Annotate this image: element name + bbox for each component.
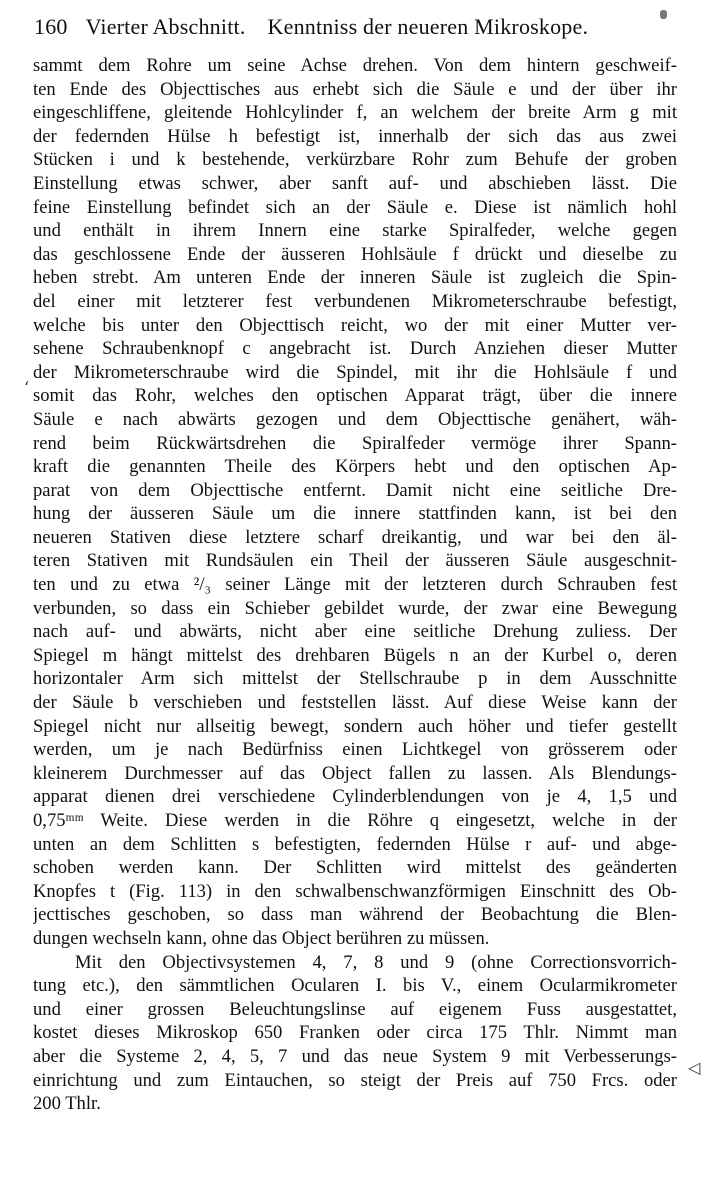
text-line: Knopfes t (Fig. 113) in den schwalbenschwanzförmigen Einschnitt des Ob- bbox=[33, 880, 677, 902]
running-title: Kenntniss der neueren Mikroskope. bbox=[267, 14, 589, 39]
text-line: parat von dem Objecttische entfernt. Damit nicht eine seitliche Dre- bbox=[33, 479, 677, 501]
text-line: das geschlossene Ende der äusseren Hohlsäule f drückt und dieselbe zu bbox=[33, 243, 677, 265]
text-line: del einer mit letzterer fest verbundenen Mikrometerschraube befestigt, bbox=[33, 290, 677, 312]
paragraph-1 bbox=[33, 54, 677, 951]
page-header bbox=[34, 14, 674, 40]
margin-mark-right: ◁ bbox=[688, 1058, 701, 1077]
text-line: ten und zu etwa ²/₃ seiner Länge mit der letzteren durch Schrauben fest bbox=[33, 574, 677, 596]
text-line: Spiegel nicht nur allseitig bewegt, sondern auch höher und tiefer gestellt bbox=[33, 715, 677, 737]
text-line: somit das Rohr, welches den optischen Apparat trägt, über die innere bbox=[33, 385, 677, 407]
text-line: Einstellung etwas schwer, aber sanft auf- und abschieben lässt. Die bbox=[33, 172, 677, 194]
paragraph-2 bbox=[33, 951, 677, 1116]
text-line: verbunden, so dass ein Schieber gebildet wurde, der zwar eine Bewegung bbox=[33, 597, 677, 619]
text-line: Säule e nach abwärts gezogen und dem Objecttische genähert, wäh- bbox=[33, 408, 677, 430]
text-line: aber die Systeme 2, 4, 5, 7 und das neue System 9 mit Verbesserungs- bbox=[33, 1045, 677, 1067]
text-line: der federnden Hülse h befestigt ist, innerhalb der sich das aus zwei bbox=[33, 125, 677, 147]
text-line: neueren Stativen diese letztere scharf dreikantig, und war bei den äl- bbox=[33, 526, 677, 548]
text-line: 200 Thlr. bbox=[33, 1093, 101, 1115]
text-line: Spiegel m hängt mittelst des drehbaren Bügels n an der Kurbel o, deren bbox=[33, 644, 677, 666]
text-line: apparat dienen drei verschiedene Cylinderblendungen von je 4, 1,5 und bbox=[33, 786, 677, 808]
text-line: jecttisches geschoben, so dass man während der Beobachtung die Blen- bbox=[33, 904, 677, 926]
text-line: feine Einstellung befindet sich an der Säule e. Diese ist nämlich hohl bbox=[33, 196, 677, 218]
text-line: werden, um je nach Bedürfniss einen Lichtkegel von grösserem oder bbox=[33, 739, 677, 761]
text-line: sammt dem Rohre um seine Achse drehen. Von dem hintern geschweif- bbox=[33, 55, 677, 76]
text-line: der Säule b verschieben und feststellen lässt. Auf diese Weise kann der bbox=[33, 692, 677, 714]
text-line: kraft die genannten Theile des Körpers hebt und den optischen Ap- bbox=[33, 456, 677, 478]
text-line: teren Stativen mit Rundsäulen ein Theil der äusseren Säule ausgeschnit- bbox=[33, 550, 677, 572]
text-line: 0,75ᵐᵐ Weite. Diese werden in die Röhre q eingesetzt, welche in der bbox=[33, 810, 677, 831]
section-label: Vierter Abschnitt. bbox=[85, 14, 246, 39]
text-line: dungen wechseln kann, ohne das Object berühren zu müssen. bbox=[33, 927, 490, 949]
text-line: tung etc.), den sämmtlichen Ocularen I. bis V., einem Ocularmikrometer bbox=[33, 975, 677, 997]
text-line: und enthält in ihrem Innern eine starke Spiralfeder, welche gegen bbox=[33, 220, 677, 242]
text-line: und einer grossen Beleuchtungslinse auf eigenem Fuss ausgestattet, bbox=[33, 998, 677, 1020]
text-line: ten Ende des Objecttisches aus erhebt sich die Säule e und der über ihr bbox=[33, 78, 677, 100]
text-line: nach auf- und abwärts, nicht aber eine seitliche Drehung zuliess. Der bbox=[33, 621, 677, 643]
text-line: einrichtung und zum Eintauchen, so steigt der Preis auf 750 Frcs. oder bbox=[33, 1069, 677, 1091]
text-line: horizontaler Arm sich mittelst der Stellschraube p in dem Ausschnitte bbox=[33, 668, 677, 690]
text-line: Stücken i und k bestehende, verkürzbare Rohr zum Behufe der groben bbox=[33, 149, 677, 171]
page-number: 160 bbox=[34, 14, 68, 39]
text-line: kostet dieses Mikroskop 650 Franken oder circa 175 Thlr. Nimmt man bbox=[33, 1022, 677, 1044]
text-line: sehene Schraubenknopf c angebracht ist. Durch Anziehen dieser Mutter bbox=[33, 338, 677, 360]
text-line: eingeschliffene, gleitende Hohlcylinder f, an welchem der breite Arm g mit bbox=[33, 102, 677, 124]
text-line: schoben werden kann. Der Schlitten wird mittelst des geänderten bbox=[33, 857, 677, 879]
ink-dot bbox=[660, 10, 667, 19]
text-line: Mit den Objectivsystemen 4, 7, 8 und 9 (ohne Correctionsvorrich- bbox=[75, 951, 677, 973]
text-line: rend beim Rückwärtsdrehen die Spiralfeder vermöge ihrer Spann- bbox=[33, 432, 677, 454]
text-line: heben strebt. Am unteren Ende der inneren Säule ist zugleich die Spin- bbox=[33, 267, 677, 289]
text-line: kleinerem Durchmesser auf das Object fallen zu lassen. Als Blendungs- bbox=[33, 762, 677, 784]
text-line: unten an dem Schlitten s befestigten, federnden Hülse r auf- und abge- bbox=[33, 833, 677, 855]
text-line: hung der äusseren Säule um die innere stattfinden kann, ist bei den bbox=[33, 503, 677, 525]
text-line: welche bis unter den Objecttisch reicht, wo der mit einer Mutter ver- bbox=[33, 314, 677, 336]
margin-mark-left: ‘ bbox=[24, 378, 30, 397]
text-line: der Mikrometerschraube wird die Spindel, mit ihr die Hohlsäule f und bbox=[33, 361, 677, 383]
body-text bbox=[33, 54, 677, 1116]
